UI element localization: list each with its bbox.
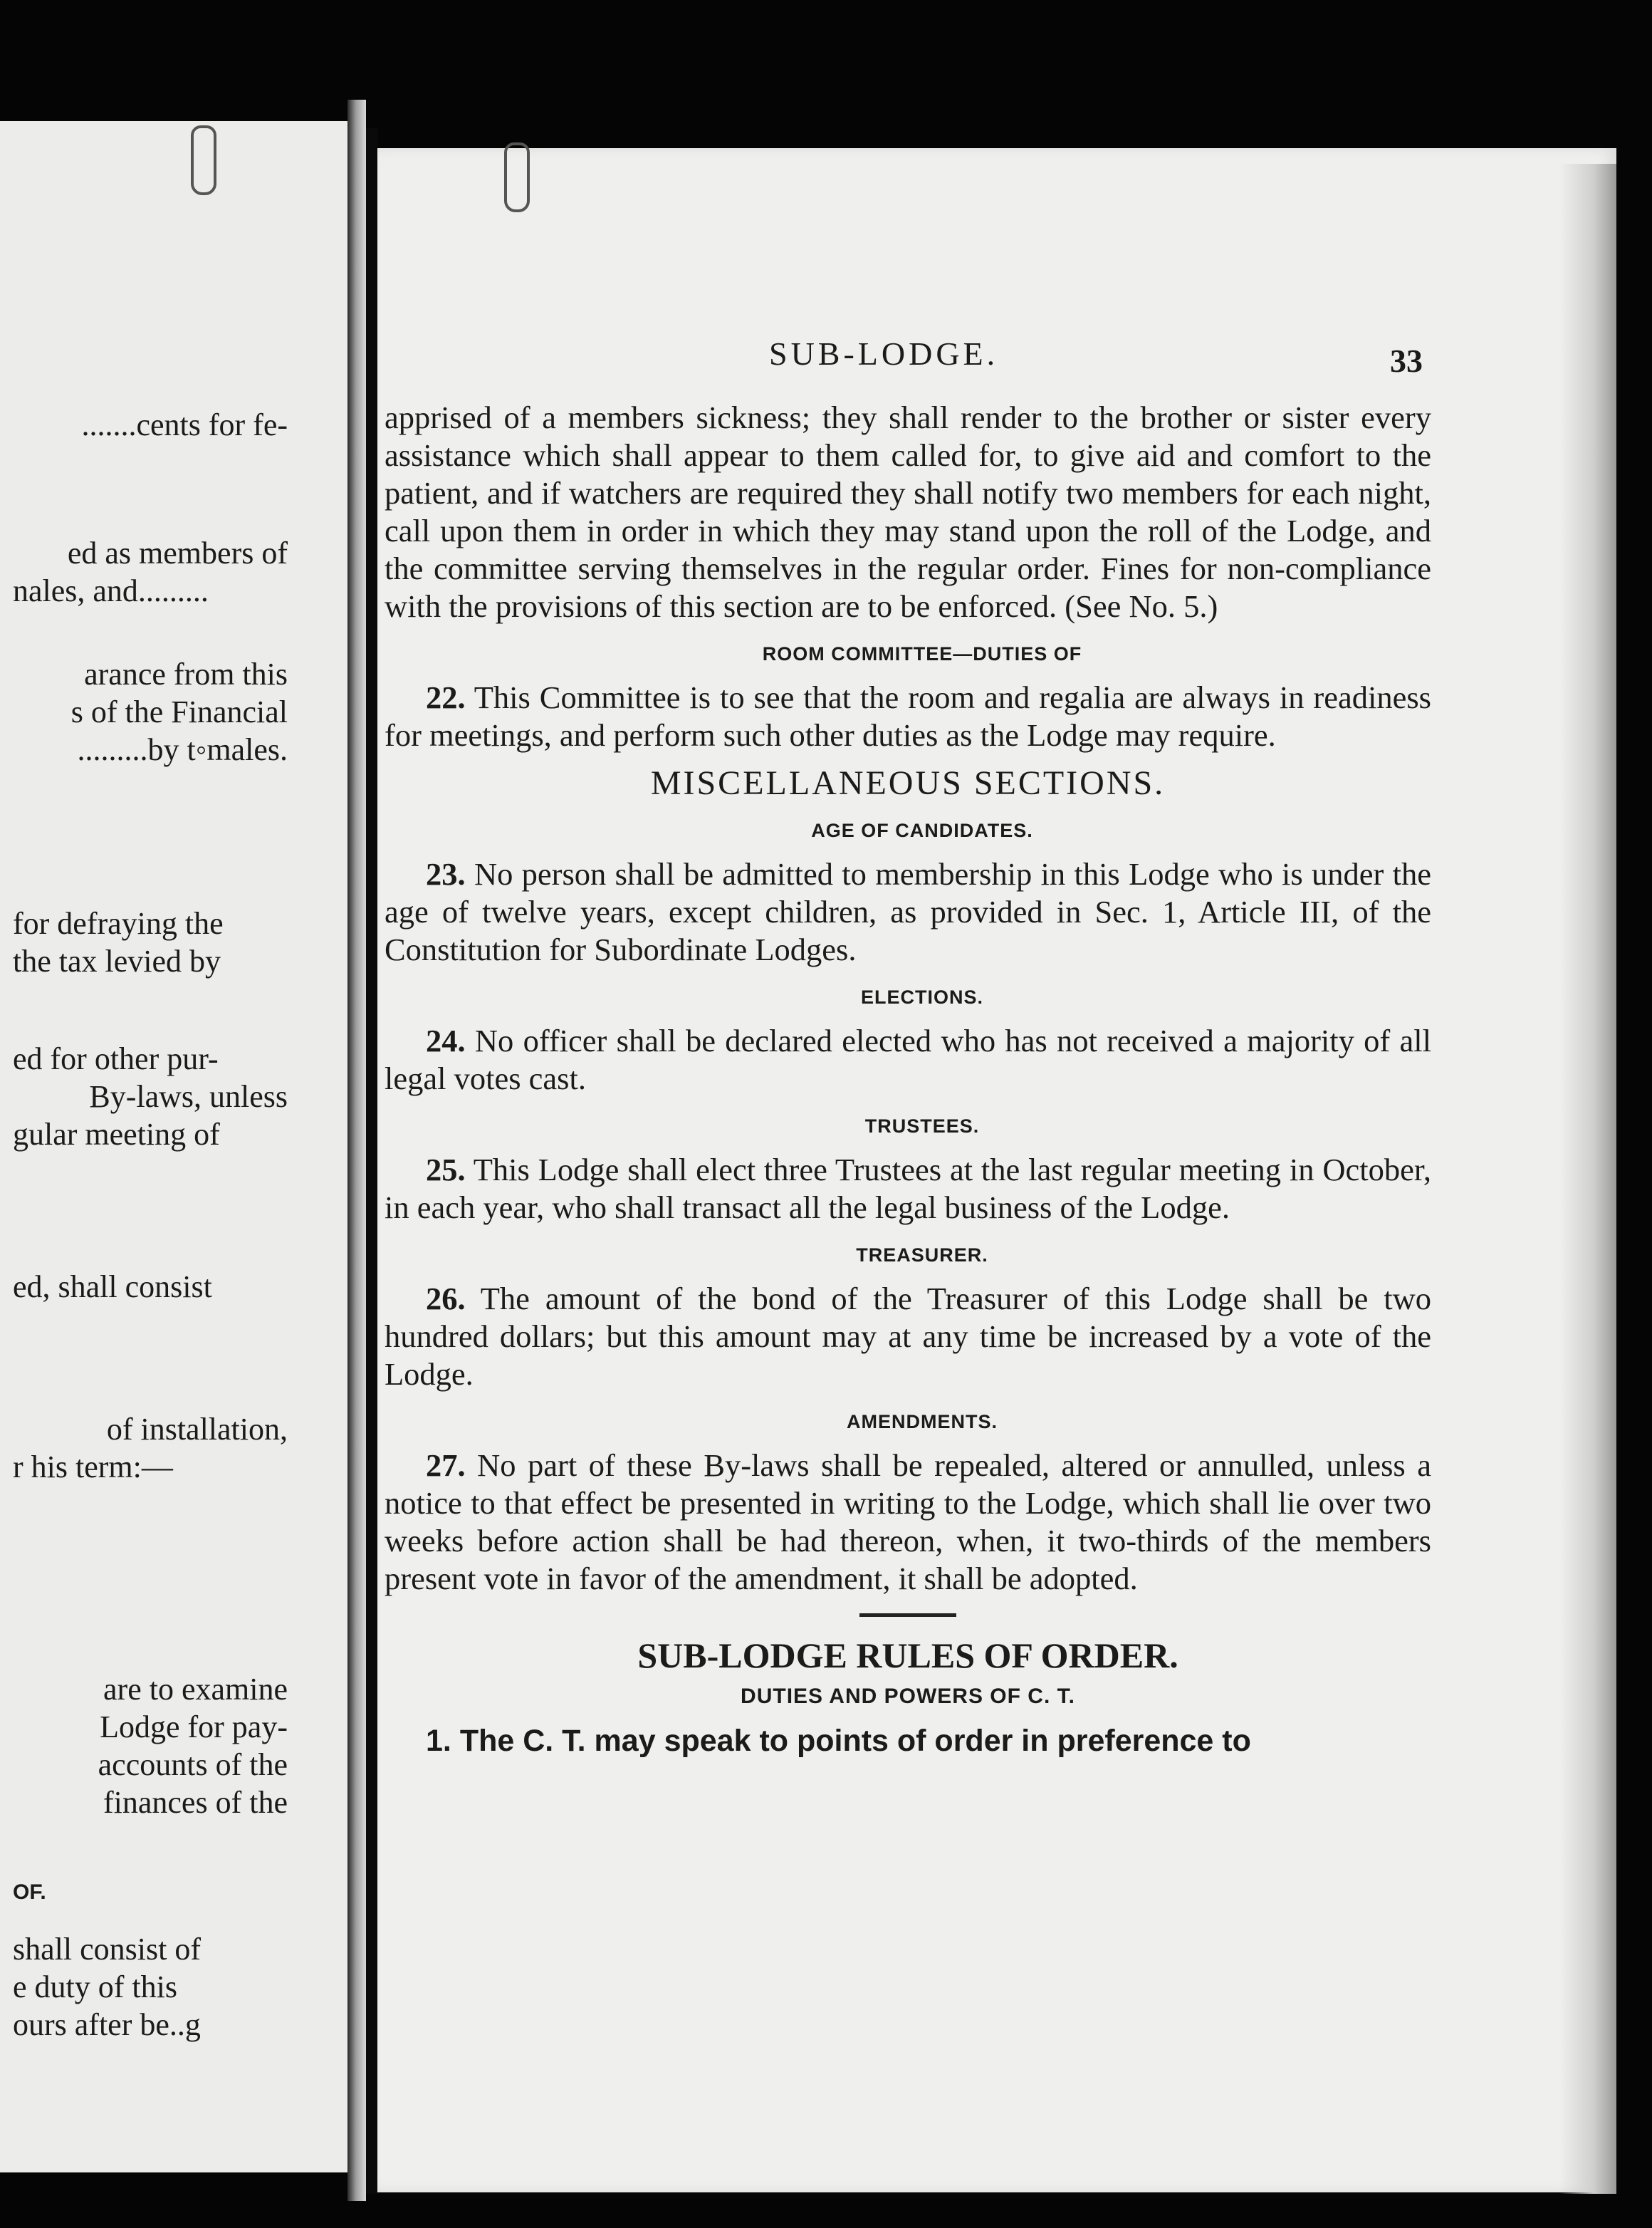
section-text: No part of these By-laws shall be repealed, altered or annulled, unless a notice to that effect be presented in writing to the Lodge, which shall lie over two weeks before action shall be had thereon, when, it two-thirds of the members present vote in favor of the amendment, it shall be adopted. bbox=[385, 1447, 1431, 1596]
running-head: SUB-LODGE. bbox=[769, 335, 999, 372]
left-fragment: .......cents for fe- bbox=[81, 407, 288, 442]
left-fragment: r his term:— bbox=[13, 1449, 173, 1484]
rule-paragraph bbox=[385, 1722, 1431, 1760]
section-number: 25. bbox=[426, 1152, 466, 1187]
rules-subheading: DUTIES AND POWERS OF C. T. bbox=[741, 1685, 1075, 1708]
section-divider bbox=[859, 1613, 956, 1617]
section-text: No officer shall be declared elected who has not received a majority of all legal votes cast. bbox=[385, 1023, 1431, 1096]
page-number: 33 bbox=[1390, 343, 1423, 379]
rules-heading: SUB-LODGE RULES OF ORDER. bbox=[637, 1635, 1178, 1675]
left-fragment: By-laws, unless bbox=[89, 1079, 288, 1114]
left-fragment: shall consist of bbox=[13, 1932, 201, 1967]
continuation-paragraph: apprised of a members sickness; they shall render to the brother or sister every assistance which shall appear to them called for, to give aid and comfort to the patient, and if watchers are required they shall notify two members for each night, call upon them in order in which they may stand upon the roll of the Lodge, and the committee serving themselves in the regular order. Fines for non-compliance with the provisions of this section are to be enforced. (See No. 5.) bbox=[385, 400, 1431, 624]
section-paragraph bbox=[385, 1022, 1431, 1098]
left-fragment: ed as members of bbox=[67, 536, 288, 571]
left-fragment: finances of the bbox=[103, 1785, 288, 1820]
binding-clip-icon bbox=[504, 142, 530, 212]
left-fragment: for defraying the bbox=[13, 906, 224, 941]
section-heading: ELECTIONS. bbox=[860, 987, 983, 1008]
left-fragment: arance from this bbox=[84, 657, 288, 692]
section-paragraph bbox=[385, 1280, 1431, 1393]
section-text: This Committee is to see that the room and regalia are always in readiness for meetings, and perform such other duties as the Lodge may require. bbox=[385, 680, 1431, 753]
section-number: 27. bbox=[426, 1447, 466, 1483]
left-fragment: e duty of this bbox=[13, 1969, 177, 2004]
section-paragraph bbox=[385, 1151, 1431, 1227]
section-number: 26. bbox=[426, 1281, 466, 1316]
page-body bbox=[385, 399, 1431, 1760]
left-fragment: gular meeting of bbox=[13, 1117, 220, 1152]
left-page bbox=[0, 121, 347, 2172]
section-heading: TRUSTEES. bbox=[864, 1115, 980, 1137]
left-fragment: nales, and......... bbox=[13, 573, 209, 608]
rule-text: The C. T. may speak to points of order in preference to bbox=[459, 1724, 1251, 1758]
left-fragment: the tax levied by bbox=[13, 944, 221, 979]
left-fragment: s of the Financial bbox=[70, 694, 288, 729]
page-gutter bbox=[366, 128, 377, 2194]
section-text: No person shall be admitted to membership in this Lodge who is under the age of twelve years, except children, as provided in Sec. 1, Article III, of the Constitution for Subordinate Lodges. bbox=[385, 856, 1432, 967]
section-paragraph bbox=[385, 679, 1431, 754]
book-spine bbox=[347, 100, 366, 2201]
section-number: 24. bbox=[426, 1023, 466, 1058]
left-fragment: OF. bbox=[13, 1880, 46, 1904]
section-number: 22. bbox=[426, 680, 466, 715]
section-text: The amount of the bond of the Treasurer of this Lodge shall be two hundred dollars; but this amount may at any time be increased by a vote of the Lodge. bbox=[385, 1281, 1431, 1392]
page-edge-shadow bbox=[1559, 164, 1616, 2194]
section-heading: TREASURER. bbox=[856, 1244, 988, 1266]
rule-number: 1. bbox=[426, 1724, 451, 1758]
section-text: This Lodge shall elect three Trustees at the last regular meeting in October, in each year, who shall transact all the legal business of the Lodge. bbox=[385, 1152, 1431, 1225]
section-heading: AGE OF CANDIDATES. bbox=[811, 820, 1033, 841]
section-paragraph bbox=[385, 1447, 1431, 1598]
left-fragment: Lodge for pay- bbox=[100, 1709, 288, 1744]
section-heading: AMENDMENTS. bbox=[847, 1411, 998, 1432]
section-paragraph bbox=[385, 855, 1431, 969]
section-heading: ROOM COMMITTEE—DUTIES OF bbox=[762, 643, 1082, 665]
left-fragment: ed for other pur- bbox=[13, 1041, 219, 1076]
left-fragment: of installation, bbox=[106, 1412, 288, 1447]
major-heading: MISCELLANEOUS SECTIONS. bbox=[650, 764, 1166, 802]
left-fragment: ed, shall consist bbox=[13, 1269, 212, 1304]
left-fragment: are to examine bbox=[103, 1672, 288, 1707]
left-fragment: .........by t◦males. bbox=[77, 732, 288, 767]
binding-clip-icon bbox=[191, 125, 216, 195]
section-number: 23. bbox=[426, 856, 466, 892]
left-fragment: ours after be..g bbox=[13, 2007, 201, 2042]
left-fragment: accounts of the bbox=[98, 1747, 288, 1782]
